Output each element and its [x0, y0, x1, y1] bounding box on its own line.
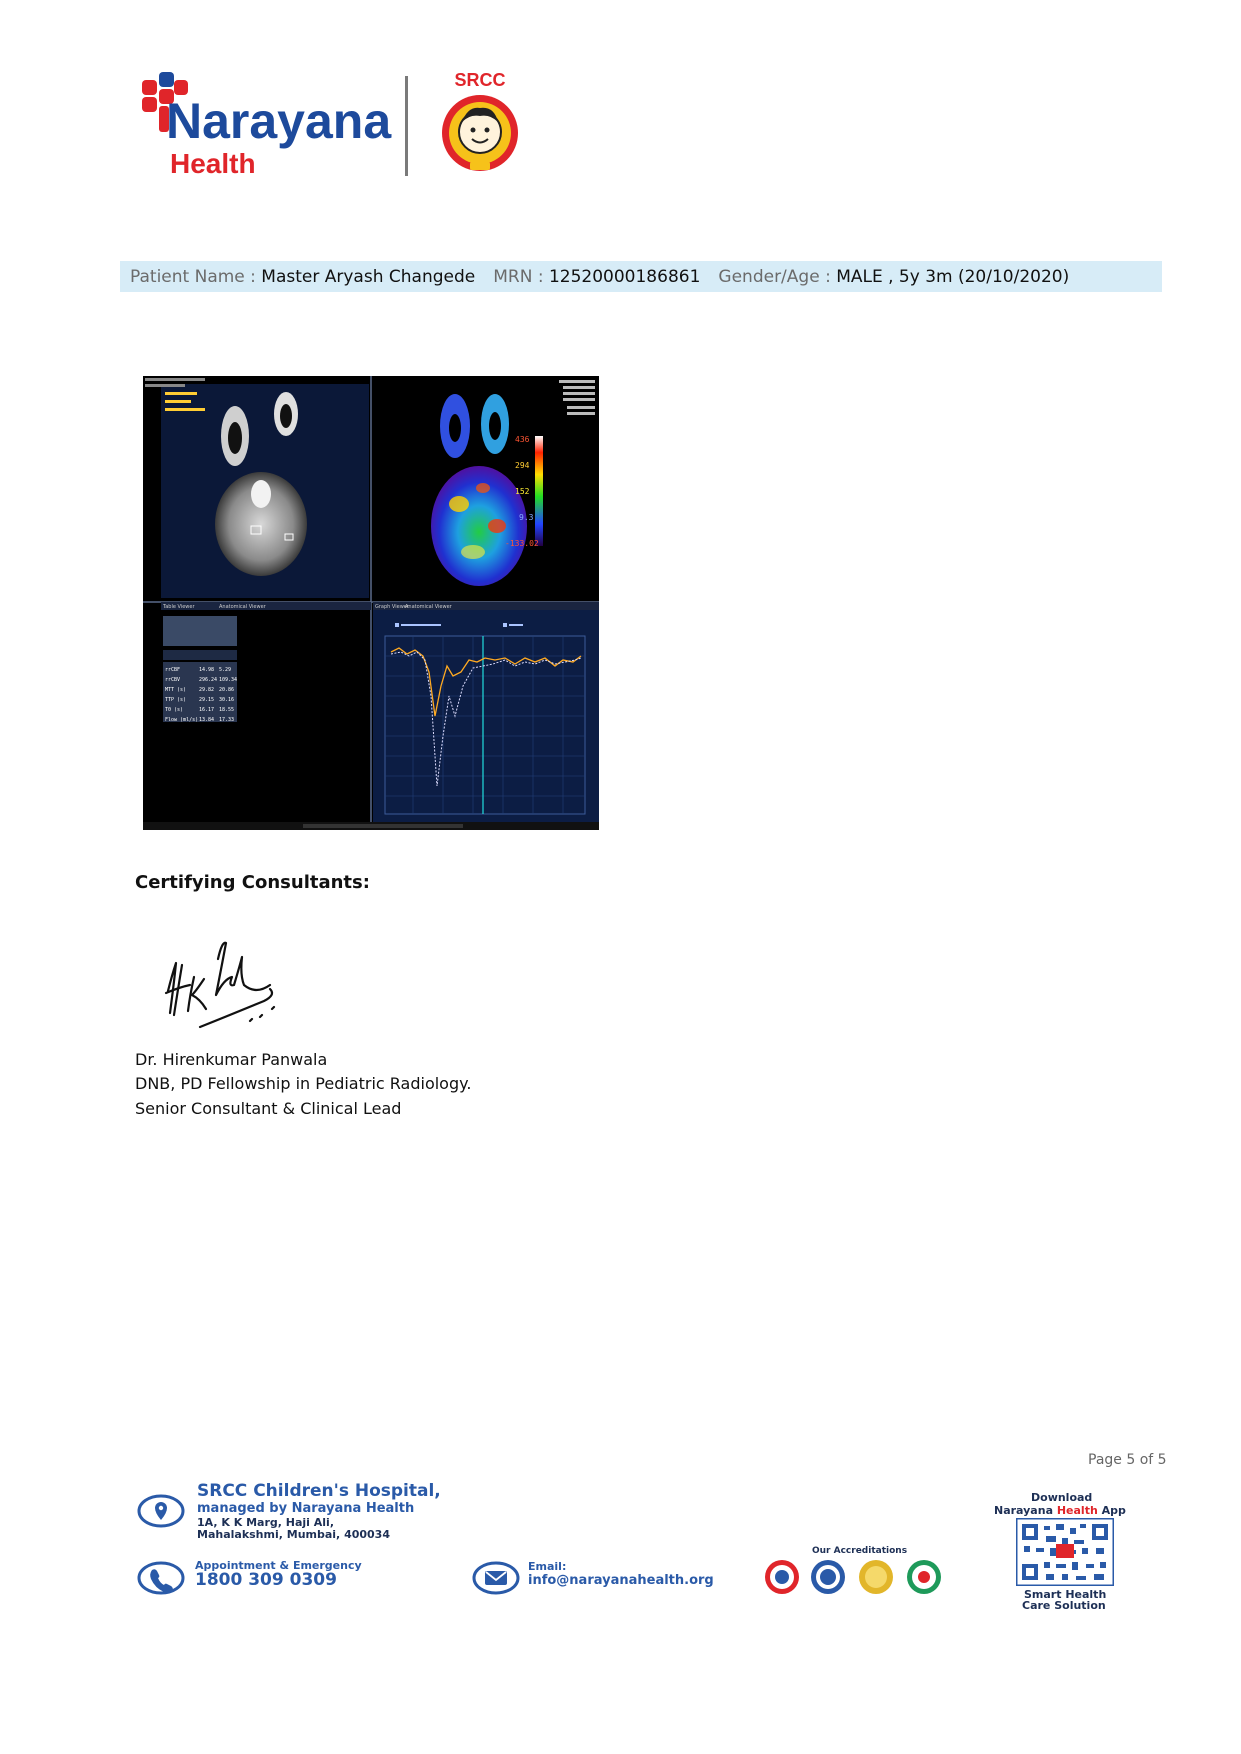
table-cell: 30.16	[219, 697, 235, 703]
appointment-label: Appointment & Emergency	[195, 1559, 362, 1572]
table-cell: 18.55	[219, 707, 235, 713]
email-icon	[472, 1561, 520, 1595]
smart-health-line1: Smart Health	[1024, 1588, 1107, 1601]
accreditation-badge-icon	[811, 1560, 845, 1594]
tab-table-viewer[interactable]: Table Viewer	[163, 604, 195, 610]
app-name	[994, 1504, 1126, 1517]
table-cell: 29.15	[199, 697, 215, 703]
table-row-label: rrCBF	[165, 667, 181, 673]
app-name-part2: Health	[1056, 1504, 1098, 1517]
doctor-role: Senior Consultant & Clinical Lead	[135, 1099, 402, 1118]
colorbar-tick: 294	[515, 461, 530, 470]
table-row-label: TTP (s)	[165, 697, 187, 703]
table-row-label: T0 (s)	[165, 707, 184, 713]
location-pin-icon	[137, 1494, 185, 1528]
appointment-number[interactable]: 1800 309 0309	[195, 1570, 337, 1590]
table-cell: 13.84	[199, 717, 215, 723]
colorbar-tick: -133.02	[505, 539, 539, 548]
mrn-value: 12520000186861	[548, 266, 701, 287]
app-name-part3: App	[1101, 1504, 1126, 1517]
hospital-name: SRCC Children's Hospital,	[197, 1481, 441, 1501]
mrn-label: MRN :	[493, 266, 544, 287]
download-label: Download	[1031, 1491, 1093, 1504]
table-cell: 20.86	[219, 687, 235, 693]
perfusion-scan-image	[143, 376, 599, 830]
colorbar-tick: 436	[515, 435, 530, 444]
patient-name: Master Aryash Changede	[261, 266, 476, 287]
app-qr-code[interactable]	[1016, 1518, 1114, 1586]
colorbar-tick: 152	[515, 487, 530, 496]
hospital-address-line2: Mahalakshmi, Mumbai, 400034	[197, 1528, 390, 1541]
logo-divider	[405, 76, 408, 176]
accreditation-badge-icon	[765, 1560, 799, 1594]
perfusion-colorbar	[535, 436, 543, 546]
table-cell: 17.33	[219, 717, 235, 723]
patient-name-label: Patient Name :	[130, 266, 256, 287]
srcc-logo	[430, 70, 530, 180]
srcc-logo-text: SRCC	[454, 70, 506, 90]
doctor-name: Dr. Hirenkumar Panwala	[135, 1050, 328, 1069]
brand-secondary: Health	[170, 148, 256, 179]
table-row-label: MTT (s)	[165, 687, 187, 693]
gender-age-value: MALE , 5y 3m (20/10/2020)	[836, 266, 1070, 287]
doctor-signature	[160, 935, 295, 1030]
phone-icon	[137, 1561, 185, 1595]
table-row-label: Flow (ml/s)	[165, 717, 199, 723]
table-cell: 29.82	[199, 687, 215, 693]
email-label: Email:	[528, 1560, 567, 1573]
accreditations-label: Our Accreditations	[812, 1546, 908, 1556]
colorbar-tick: 9.3	[519, 513, 534, 522]
hospital-address-line1: 1A, K K Marg, Haji Ali,	[197, 1516, 334, 1529]
gender-age-label: Gender/Age :	[718, 266, 831, 287]
tab-anatomical-viewer[interactable]: Anatomical Viewer	[219, 604, 266, 610]
table-cell: 109.34	[219, 677, 238, 683]
table-cell: 5.29	[219, 667, 232, 673]
narayana-health-logo	[140, 70, 400, 180]
tab-anatomical-viewer-2[interactable]: Anatomical Viewer	[405, 604, 452, 610]
accreditation-badge-icon	[859, 1560, 893, 1594]
table-cell: 296.24	[199, 677, 218, 683]
hospital-managed-by: managed by Narayana Health	[197, 1501, 415, 1516]
accreditation-badges	[760, 1559, 948, 1595]
doctor-qualification: DNB, PD Fellowship in Pediatric Radiology.	[135, 1074, 472, 1093]
brand-primary: Narayana	[166, 93, 392, 149]
table-row-label: rrCBV	[165, 677, 181, 683]
smart-health-line2: Care Solution	[1022, 1599, 1106, 1612]
accreditation-badge-icon	[907, 1560, 941, 1594]
page-number: Page 5 of 5	[1088, 1452, 1167, 1468]
tab-graph-viewer[interactable]: Graph Viewer	[375, 604, 409, 610]
patient-info-bar	[120, 261, 1162, 292]
app-name-part1: Narayana	[994, 1504, 1053, 1517]
table-cell: 14.98	[199, 667, 215, 673]
table-cell: 16.17	[199, 707, 215, 713]
email-address[interactable]: info@narayanahealth.org	[528, 1573, 714, 1588]
certifying-consultants-title: Certifying Consultants:	[135, 872, 370, 893]
